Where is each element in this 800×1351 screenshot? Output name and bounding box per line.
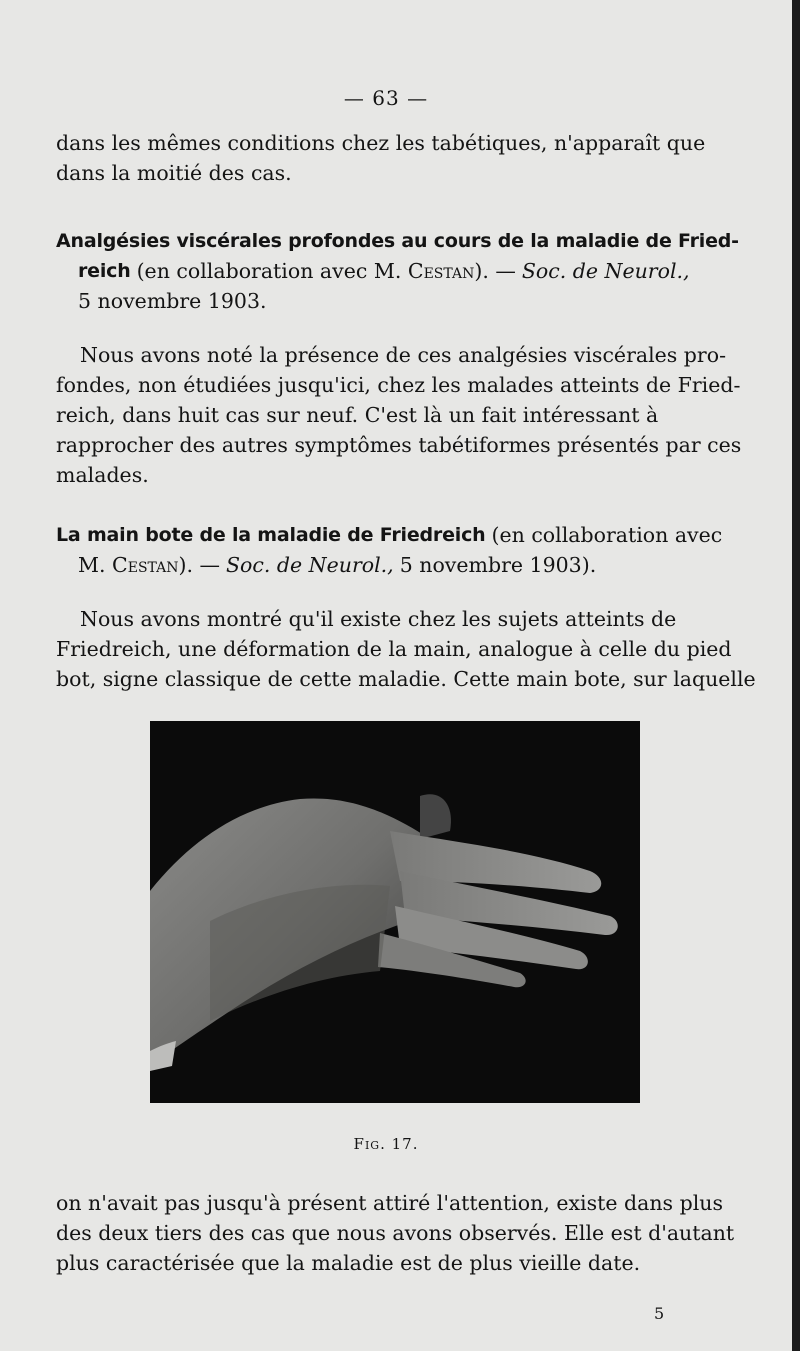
hand-illustration: [150, 721, 640, 1103]
text-line: plus caractérisée que la maladie est de plus vieille date.: [56, 1251, 641, 1275]
entry-date: 5 novembre 1903).: [399, 553, 597, 577]
bibliography-entry-main-bote: [56, 520, 726, 580]
entry-author: Cestan: [407, 259, 475, 283]
paragraph-conclusion: [56, 1188, 735, 1278]
page-edge: [792, 0, 800, 1351]
entry-m: M.: [78, 553, 106, 577]
entry-journal: Soc. de Neurol.,: [226, 553, 394, 577]
entry-sep: ). —: [474, 259, 516, 283]
text-line: Nous avons montré qu'il existe chez les sujets atteints de: [80, 607, 677, 631]
figure-caption: Fig. 17.: [353, 1135, 419, 1153]
text-line: dans les mêmes conditions chez les tabétiques, n'apparaît que: [56, 131, 706, 155]
text-line: rapprocher des autres symptômes tabétiformes présentés par ces: [56, 433, 742, 457]
bibliography-entry-analgesies: [56, 226, 739, 316]
paragraph-analgesies: [56, 340, 742, 490]
entry-line: [56, 520, 726, 550]
entry-line: [56, 256, 726, 286]
text-line: fondes, non étudiées jusqu'ici, chez les malades atteints de Fried-: [56, 373, 741, 397]
entry-collab: (en collaboration avec: [491, 523, 723, 547]
paragraph-intro: [56, 128, 726, 188]
text-line: des deux tiers des cas que nous avons observés. Elle est d'autant: [56, 1221, 735, 1245]
page-number: — 63 —: [343, 86, 429, 110]
text-line: bot, signe classique de cette maladie. Cette main bote, sur laquelle: [56, 667, 756, 691]
text-line: Friedreich, une déformation de la main, analogue à celle du pied: [56, 637, 732, 661]
paragraph-main-bote: [56, 604, 756, 694]
hand-photograph: [150, 721, 640, 1103]
entry-title: La main bote de la maladie de Friedreich: [56, 524, 486, 546]
text-line: Nous avons noté la présence de ces analgésies viscérales pro-: [80, 343, 727, 367]
entry-title-cont: reich: [78, 260, 131, 282]
entry-journal: Soc. de Neurol.,: [521, 259, 690, 283]
entry-line: [56, 550, 726, 580]
entry-date: 5 novembre 1903.: [78, 289, 267, 313]
entry-sep: ). —: [178, 553, 221, 577]
entry-collab: (en collaboration avec M.: [136, 259, 402, 283]
text-line: malades.: [56, 463, 149, 487]
entry-author: Cestan: [112, 553, 179, 577]
signature-mark: 5: [654, 1304, 665, 1323]
text-line: dans la moitié des cas.: [56, 161, 292, 185]
text-line: reich, dans huit cas sur neuf. C'est là un fait intéressant à: [56, 403, 659, 427]
entry-title: Analgésies viscérales profondes au cours de la maladie de Fried-: [56, 230, 739, 252]
text-line: on n'avait pas jusqu'à présent attiré l'attention, existe dans plus: [56, 1191, 724, 1215]
